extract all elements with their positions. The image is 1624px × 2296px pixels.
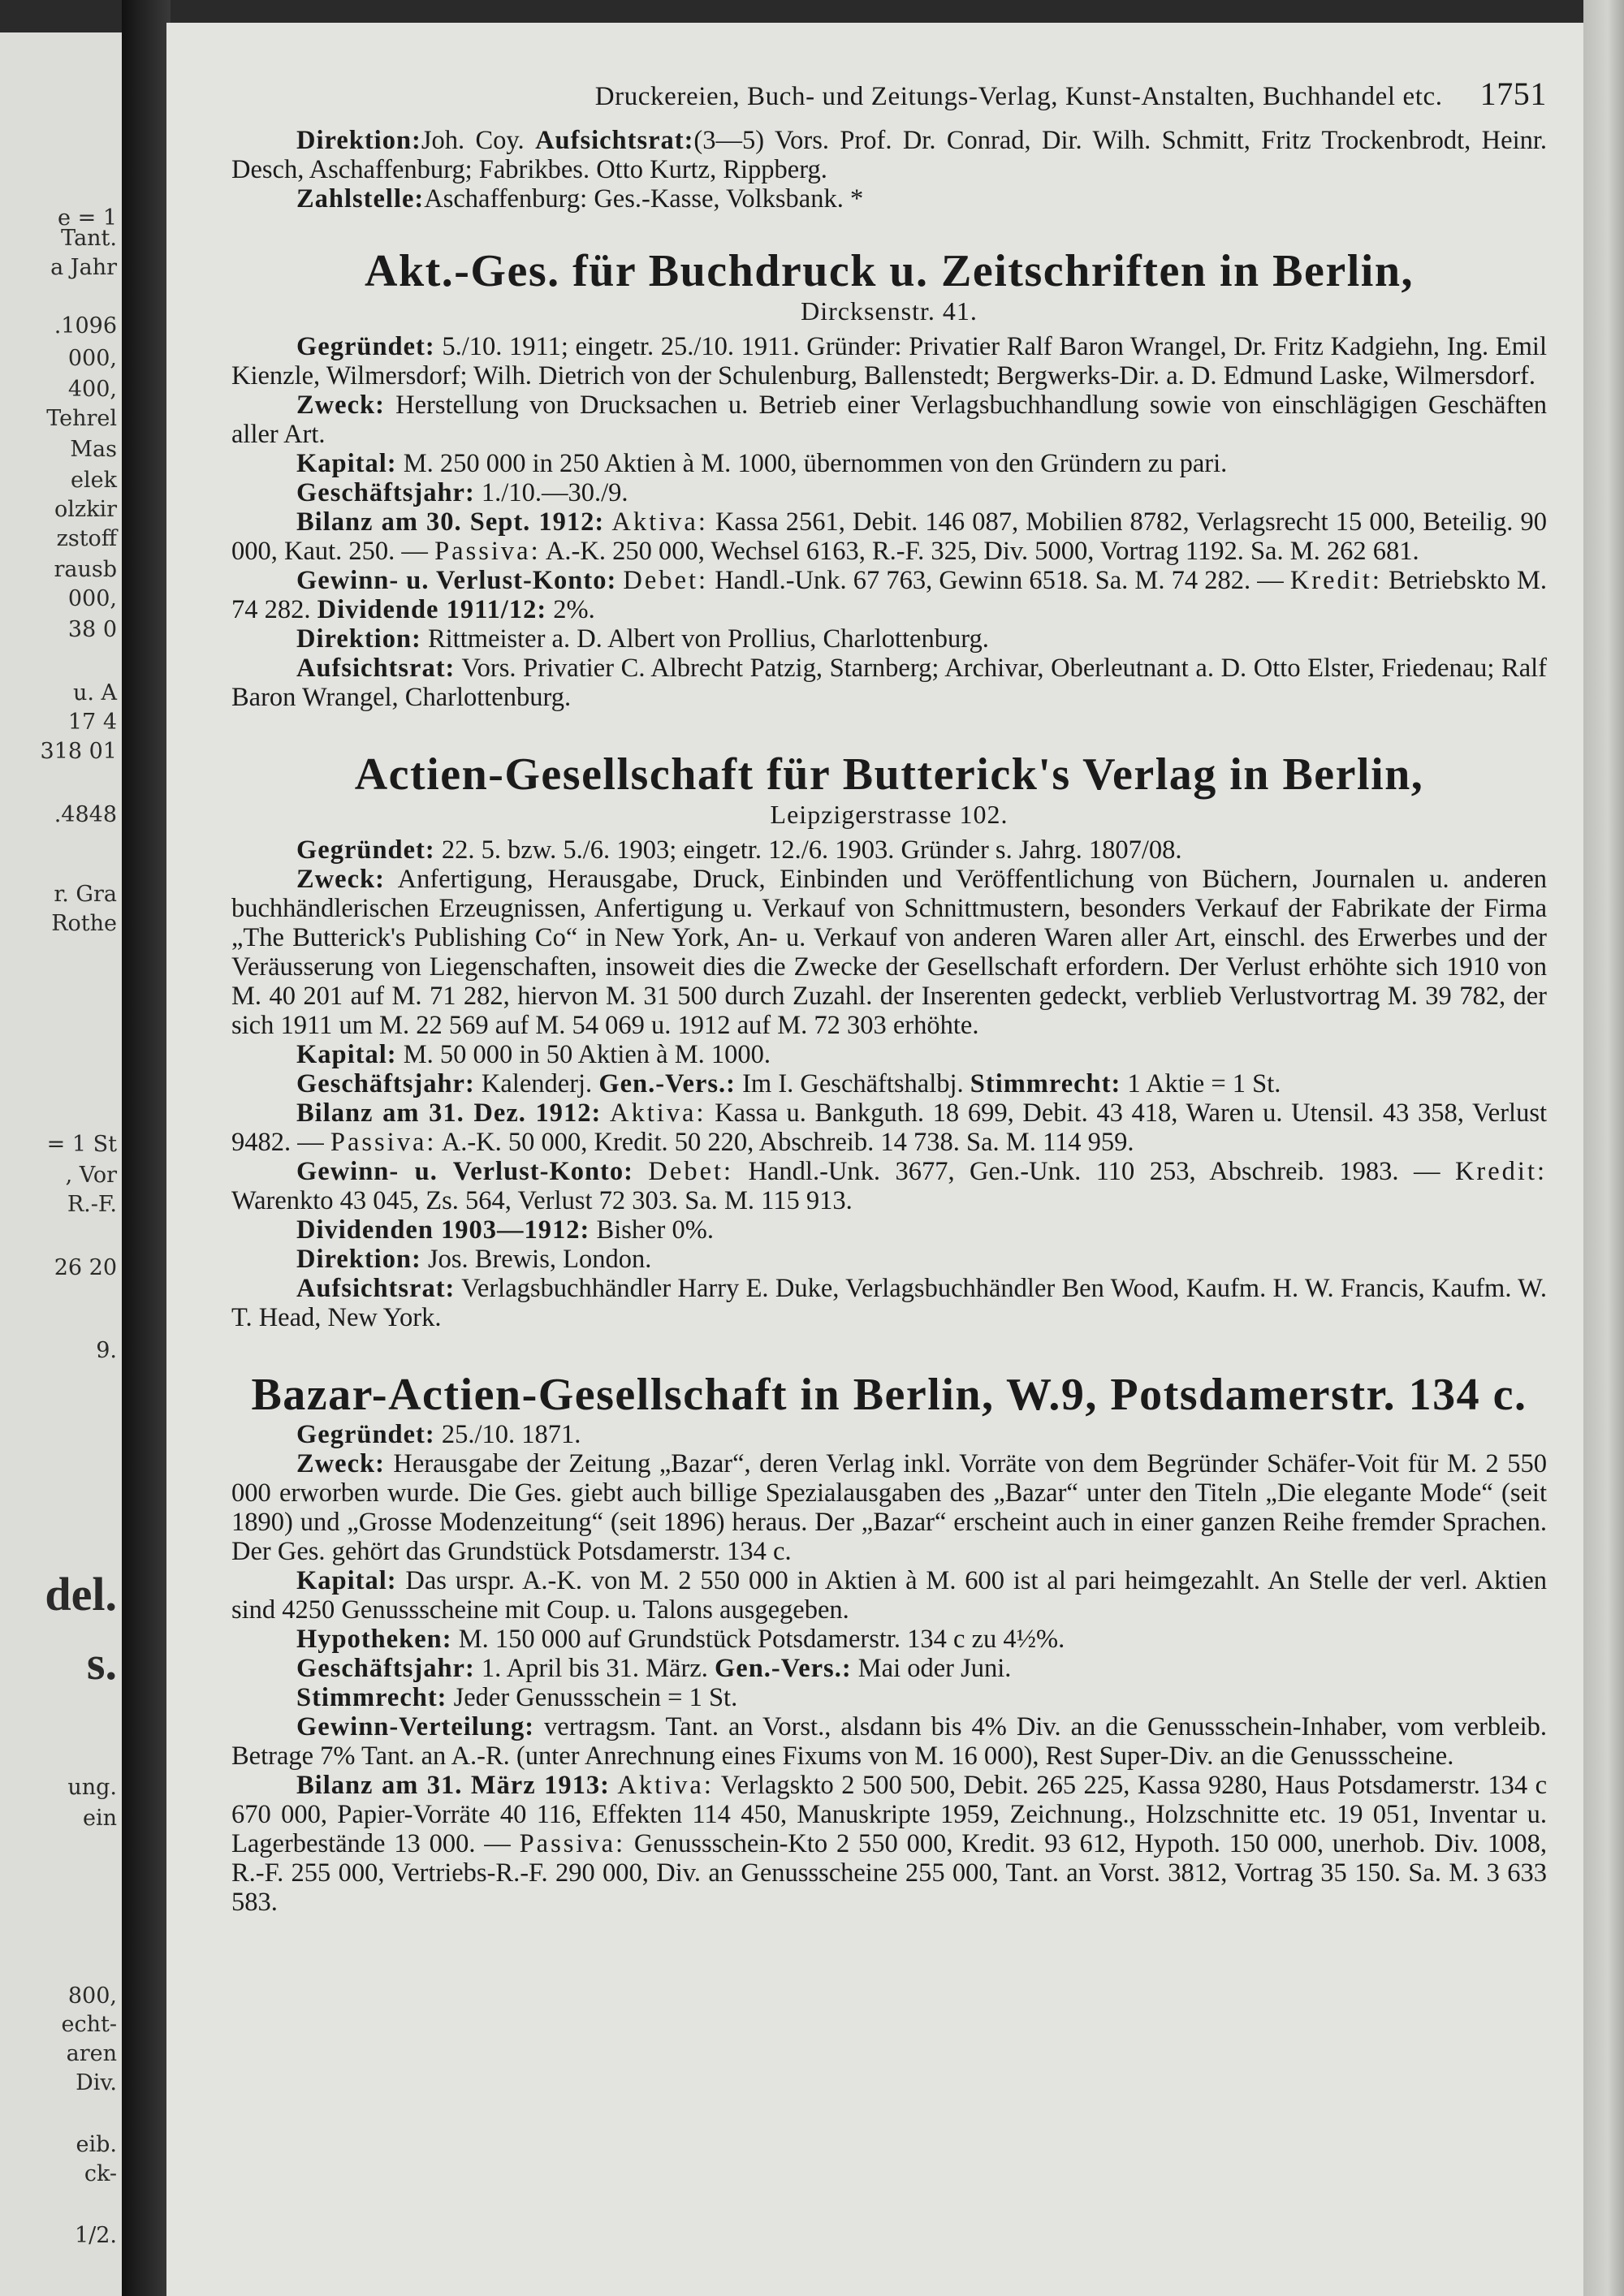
ledger-side-label: Passiva: <box>330 1128 437 1157</box>
intro-line <box>231 126 1547 184</box>
left-page-fragment: 318 01 <box>40 739 117 764</box>
running-header <box>231 76 1547 112</box>
field-label: Aufsichtsrat: <box>535 126 694 155</box>
left-page-fragment: = 1 St <box>46 1132 117 1157</box>
intro-block <box>231 126 1547 214</box>
company-field <box>231 1420 1547 1449</box>
field-label: Stimmrecht: <box>296 1683 447 1712</box>
company-field <box>231 1274 1547 1332</box>
field-label: Kapital: <box>296 1040 397 1069</box>
field-text: Aschaffenburg: Ges.-Kasse, Volksbank. * <box>424 184 864 214</box>
field-label: Direktion: <box>296 624 421 654</box>
company-field <box>231 1683 1547 1712</box>
field-label: Bilanz am 30. Sept. 1912: <box>296 507 605 537</box>
field-label: Zahlstelle: <box>296 184 425 214</box>
company-field <box>231 1712 1547 1771</box>
company-field <box>231 1771 1547 1917</box>
left-page-fragment: eib. <box>76 2132 117 2157</box>
company-field <box>231 624 1547 654</box>
company-name: Actien-Gesellschaft für Butterick's Verlag in Berlin, <box>354 749 1424 800</box>
left-page-fragment: 17 4 <box>67 710 117 735</box>
field-label: Dividenden 1903—1912: <box>296 1215 590 1245</box>
running-title: Druckereien, Buch- und Zeitungs-Verlag, Kunst-Anstalten, Buchhandel etc. <box>594 82 1443 111</box>
company-title <box>231 1370 1547 1420</box>
left-page-fragment: zstoff <box>56 526 117 551</box>
left-page-fragment: rausb <box>54 557 117 582</box>
field-text: Betriebskto M. 74 282. <box>231 566 1548 624</box>
company-field <box>231 1098 1547 1157</box>
left-page-fragment: 26 20 <box>54 1255 117 1280</box>
left-page-fragment: aren <box>66 2041 117 2066</box>
left-facing-page <box>0 32 122 2296</box>
field-text: Verlagskto 2 500 500, Debit. 265 225, Kassa 9280, Haus Potsdamerstr. 134 c 670 000, Papier-Vorräte 40 116, Effekten 114 450, Manuskripte 1959, Zeichnung., Holzschnitte etc. 19 051, Inventar u. Lagerbestände 13 000. — <box>231 1771 1547 1858</box>
field-text: Das urspr. A.-K. von M. 2 550 000 in Aktien à M. 600 ist al pari heimgezahlt. An Stelle der verl. Aktien sind 4250 Genussscheine mit Coup. u. Talons ausgegeben. <box>231 1566 1547 1625</box>
company-field <box>231 1215 1547 1245</box>
field-label: Gewinn- u. Verlust-Konto: <box>296 566 617 595</box>
left-page-fragment: u. A <box>72 680 117 706</box>
company-field <box>231 478 1547 507</box>
field-text: Genussschein-Kto 2 550 000, Kredit. 93 612, Hypoth. 150 000, unerhob. Div. 1008, R.-F. 255 000, Vertriebs-R.-F. 290 000, Div. an Genussscheine 255 000, Tant. an Vorst. 3812, Vortrag 35 150. Sa. M. 3 633 583. <box>231 1829 1547 1917</box>
field-text: 1 Aktie = 1 St. <box>1121 1069 1281 1098</box>
left-page-fragment: ck- <box>84 2161 117 2186</box>
left-page-fragment: 000, <box>67 346 117 371</box>
company-field <box>231 1566 1547 1625</box>
field-text: Joh. Coy. <box>421 126 536 155</box>
page-edge <box>1583 0 1624 2296</box>
left-page-fragment: Mas <box>70 437 117 462</box>
left-page-fragment: a Jahr <box>50 255 117 280</box>
left-page-fragment: ung. <box>67 1775 117 1800</box>
field-label: Aufsichtsrat: <box>296 654 456 683</box>
ledger-side-label: Passiva: <box>434 537 541 566</box>
company-field <box>231 1040 1547 1069</box>
field-text: Bisher 0%. <box>590 1215 714 1245</box>
field-text: M. 150 000 auf Grundstück Potsdamerstr. 134 c zu 4½%. <box>451 1625 1065 1654</box>
left-page-fragment: 1/2. <box>74 2223 117 2248</box>
book-gutter <box>122 0 171 2296</box>
field-label: Hypotheken: <box>296 1625 452 1654</box>
company-address: Dircksenstr. 41. <box>801 296 978 326</box>
field-text <box>633 1157 648 1186</box>
ledger-side-label: Debet: <box>648 1157 734 1186</box>
field-label: Aufsichtsrat: <box>296 1274 456 1303</box>
company-name: Bazar-Actien-Gesellschaft in Berlin, W.9, <box>251 1370 1098 1420</box>
company-name: Akt.-Ges. für Buchdruck u. Zeitschriften in Berlin, <box>365 246 1414 296</box>
ledger-side-label: Kredit: <box>1289 566 1382 595</box>
left-page-fragment: olzkir <box>54 497 117 522</box>
company-entries <box>231 246 1547 1917</box>
field-text: 1. April bis 31. März. <box>474 1654 715 1683</box>
ledger-side-label: Aktiva: <box>611 507 708 537</box>
field-text: A.-K. 250 000, Wechsel 6163, R.-F. 325, Div. 5000, Vortrag 1192. Sa. M. 262 681. <box>540 537 1419 566</box>
company-field <box>231 654 1547 712</box>
company-field <box>231 566 1547 624</box>
left-page-fragment: e = 1 <box>58 205 117 231</box>
left-page-fragment: s. <box>86 1637 117 1690</box>
company-field <box>231 835 1547 865</box>
company-entry <box>231 1370 1547 1917</box>
ledger-side-label: Aktiva: <box>617 1771 714 1800</box>
page-number: 1751 <box>1479 76 1547 112</box>
field-text: 2%. <box>546 595 595 624</box>
field-text: 25./10. 1871. <box>434 1420 581 1449</box>
field-text: Rittmeister a. D. Albert von Prollius, Charlottenburg. <box>421 624 989 654</box>
company-field <box>231 391 1547 449</box>
field-label: Dividende 1911/12: <box>317 595 547 624</box>
field-label: Zweck: <box>296 391 385 420</box>
field-label: Direktion: <box>296 1245 421 1274</box>
field-label: Stimmrecht: <box>970 1069 1121 1098</box>
field-label: Gewinn-Verteilung: <box>296 1712 535 1741</box>
field-label: Direktion: <box>296 126 421 155</box>
left-page-fragment: elek <box>71 468 117 493</box>
field-text: Kalenderj. <box>474 1069 599 1098</box>
field-text: Verlagsbuchhändler Harry E. Duke, Verlagsbuchhändler Ben Wood, Kaufm. H. W. Francis, Kaufm. W. T. Head, New York. <box>231 1274 1547 1332</box>
ledger-side-label: Debet: <box>623 566 709 595</box>
company-field <box>231 1157 1547 1215</box>
left-page-fragment: Tant. <box>61 226 117 251</box>
company-field <box>231 449 1547 478</box>
company-entry <box>231 246 1547 712</box>
field-label: Geschäftsjahr: <box>296 1069 475 1098</box>
field-label: Bilanz am 31. März 1913: <box>296 1771 610 1800</box>
company-field <box>231 1625 1547 1654</box>
company-address-inline: Potsdamerstr. 134 c. <box>1097 1370 1527 1420</box>
field-label: Gewinn- u. Verlust-Konto: <box>296 1157 633 1186</box>
field-text: Im I. Geschäftshalbj. <box>735 1069 970 1098</box>
left-page-fragment: ein <box>82 1806 117 1831</box>
field-label: Geschäftsjahr: <box>296 478 475 507</box>
field-text: Handl.-Unk. 3677, Gen.-Unk. 110 253, Abschreib. 1983. — <box>733 1157 1455 1186</box>
left-page-fragment: echt- <box>61 2012 117 2037</box>
field-text: A.-K. 50 000, Kredit. 50 220, Abschreib. 14 738. Sa. M. 114 959. <box>436 1128 1134 1157</box>
field-text: Mai oder Juni. <box>851 1654 1012 1683</box>
field-text: M. 50 000 in 50 Aktien à M. 1000. <box>396 1040 771 1069</box>
field-text: Herstellung von Drucksachen u. Betrieb einer Verlagsbuchhandlung sowie von einschlägigen Geschäften aller Art. <box>231 391 1547 449</box>
company-field <box>231 865 1547 1040</box>
left-page-fragment: 38 0 <box>67 617 117 642</box>
left-page-fragment: Tehrel <box>46 406 117 431</box>
field-label: Geschäftsjahr: <box>296 1654 475 1683</box>
company-entry <box>231 749 1547 1332</box>
field-text: Jos. Brewis, London. <box>421 1245 652 1274</box>
company-title <box>231 749 1547 800</box>
field-label: Zweck: <box>296 1449 385 1478</box>
ledger-side-label: Kredit: <box>1454 1157 1548 1186</box>
field-text: Warenkto 43 045, Zs. 564, Verlust 72 303. Sa. M. 115 913. <box>231 1186 853 1215</box>
company-title <box>231 246 1547 296</box>
company-field <box>231 1069 1547 1098</box>
field-text: Vors. Privatier C. Albrecht Patzig, Starnberg; Archivar, Oberleutnant a. D. Otto Elster, Friedenau; Ralf Baron Wrangel, Charlottenburg. <box>231 654 1547 712</box>
ledger-side-label: Aktiva: <box>610 1098 706 1128</box>
field-text: (3—5) Vors. Prof. Dr. Conrad, Dir. Wilh. Schmitt, Fritz Trockenbrodt, Heinr. Desch, Aschaffenburg; Fabrikbes. Otto Kurtz, Rippberg. <box>231 126 1548 184</box>
left-page-fragment: r. Gra <box>54 882 117 907</box>
field-text: Kassa 2561, Debit. 146 087, Mobilien 8782, Verlagsrecht 15 000, Beteilig. 90 000, Kaut. 250. — <box>231 507 1548 566</box>
field-text: M. 250 000 in 250 Aktien à M. 1000, übernommen von den Gründern zu pari. <box>396 449 1228 478</box>
left-page-fragment: R.-F. <box>67 1192 117 1217</box>
company-field <box>231 332 1547 391</box>
page-content <box>231 76 1548 1917</box>
field-label: Gegründet: <box>296 835 435 865</box>
field-text <box>601 1098 610 1128</box>
left-page-fragment: 400, <box>67 377 117 402</box>
field-text: 22. 5. bzw. 5./6. 1903; eingetr. 12./6. 1903. Gründer s. Jahrg. 1807/08. <box>434 835 1182 865</box>
field-text: 1./10.—30./9. <box>474 478 628 507</box>
field-text: vertragsm. Tant. an Vorst., alsdann bis 4% Div. an die Genussschein-Inhaber, vom verbleib. Betrage 7% Tant. an A.-R. (unter Anrechnung eines Fixums von M. 16 000), Rest Super-Div. an die Genussscheine. <box>231 1712 1547 1771</box>
left-page-fragment: 800, <box>67 1983 117 2009</box>
left-page-fragment: .1096 <box>54 313 117 339</box>
left-page-fragment: 9. <box>96 1338 117 1363</box>
company-field <box>231 1449 1547 1566</box>
field-label: Gegründet: <box>296 1420 435 1449</box>
field-text: Herausgabe der Zeitung „Bazar“, deren Verlag inkl. Vorräte von dem Begründer Schäfer-Voit für M. 2 550 000 erworben wurde. Die Ges. giebt auch billige Spezialausgaben des „Bazar“ unter den Titeln „Die elegante Mode“ (seit 1890) und „Grosse Modenzeitung“ (seit 1896) heraus. Der „Bazar“ erscheint auch in einer ganzen Reihe fremder Sprachen. Der Ges. gehört das Grundstück Potsdamerstr. 134 c. <box>231 1449 1547 1566</box>
field-label: Zweck: <box>296 865 385 894</box>
ledger-side-label: Passiva: <box>519 1829 626 1858</box>
left-page-fragment: .4848 <box>54 802 117 827</box>
field-text: Handl.-Unk. 67 763, Gewinn 6518. Sa. M. 74 282. — <box>708 566 1290 595</box>
field-label: Gegründet: <box>296 332 435 361</box>
field-label: Gen.-Vers.: <box>714 1654 852 1683</box>
field-label: Bilanz am 31. Dez. 1912: <box>296 1098 602 1128</box>
field-label: Gen.-Vers.: <box>598 1069 736 1098</box>
company-field <box>231 507 1547 566</box>
field-text: Jeder Genussschein = 1 St. <box>447 1683 738 1712</box>
left-page-fragment: 000, <box>67 586 117 611</box>
left-page-fragment: Rothe <box>51 911 117 936</box>
field-text: 5./10. 1911; eingetr. 25./10. 1911. Gründer: Privatier Ralf Baron Wrangel, Dr. Fritz Kadgiehn, Ing. Emil Kienzle, Wilmersdorf; Wilh. Dietrich von der Schulenburg, Ballenstedt; Bergwerks-Dir. a. D. Edmund Laske, Wilmersdorf. <box>231 332 1547 391</box>
field-text: Kassa u. Bankguth. 18 699, Debit. 43 418, Waren u. Utensil. 43 358, Verlust 9482. — <box>231 1098 1548 1157</box>
intro-line <box>231 184 1547 214</box>
field-label: Kapital: <box>296 449 397 478</box>
main-page <box>166 23 1583 2296</box>
left-page-fragment: del. <box>45 1568 117 1621</box>
field-text: Anfertigung, Herausgabe, Druck, Einbinden und Veröffentlichung von Büchern, Journalen u. anderen buchhändlerischen Erzeugnissen, Anfertigung u. Verkauf von Schnittmustern, besonders Verkauf der Fabrikate der Firma „The Butterick's Publishing Co“ in New York, An- u. Verkauf von anderen Waren aller Art, einschl. des Erwerbes und der Veräusserung von Liegenschaften, insoweit dies die Zwecke der Gesellschaft erfordern. Der Verlust erhöhte sich 1910 von M. 40 201 auf M. 71 282, hiervon M. 31 500 durch Zuzahl. der Inserenten gedeckt, verblieb Verlustvortrag M. 39 782, der sich 1911 um M. 22 569 auf M. 54 069 u. 1912 auf M. 72 303 erhöhte. <box>231 865 1547 1040</box>
company-field <box>231 1245 1547 1274</box>
field-text <box>610 1771 617 1800</box>
left-page-fragment: , Vor <box>65 1163 117 1188</box>
field-label: Kapital: <box>296 1566 397 1595</box>
company-address: Leipzigerstrasse 102. <box>770 800 1009 829</box>
left-page-fragment: Div. <box>76 2070 117 2095</box>
company-field <box>231 1654 1547 1683</box>
